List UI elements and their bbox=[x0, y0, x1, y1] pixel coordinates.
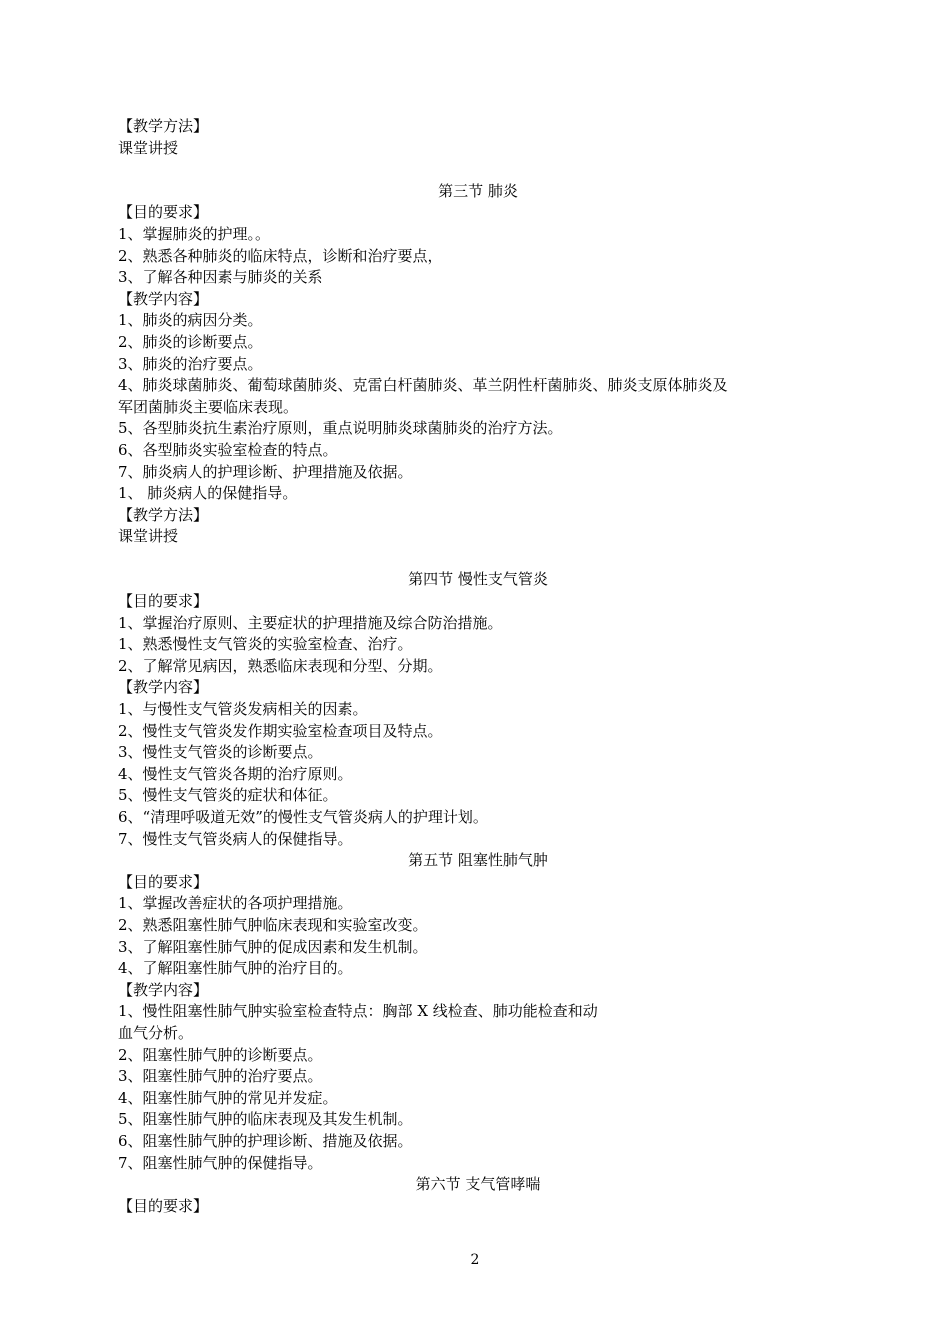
page-number: 2 bbox=[470, 1252, 480, 1268]
text-line: 2、熟悉阻塞性肺气肿临床表现和实验室改变。 bbox=[118, 915, 428, 934]
text-line: 4、慢性支气管炎各期的治疗原则。 bbox=[118, 764, 353, 783]
text-line: 4、了解阻塞性肺气肿的治疗目的。 bbox=[118, 959, 353, 978]
text-line: 5、阻塞性肺气肿的临床表现及其发生机制。 bbox=[118, 1110, 413, 1129]
text-line: 1、掌握治疗原则、主要症状的护理措施及综合防治措施。 bbox=[118, 613, 503, 632]
text-line: 5、各型肺炎抗生素治疗原则，重点说明肺炎球菌肺炎的治疗方法。 bbox=[118, 419, 563, 438]
text-line: 6、“清理呼吸道无效”的慢性支气管炎病人的护理计划。 bbox=[118, 808, 488, 826]
text-line: 4、阻塞性肺气肿的常见并发症。 bbox=[118, 1088, 338, 1107]
text-line: 1、肺炎的病因分类。 bbox=[118, 311, 263, 330]
text-line: 【目的要求】 bbox=[118, 203, 209, 222]
text-line: 【目的要求】 bbox=[118, 1196, 209, 1215]
text-line: 【教学方法】 bbox=[118, 505, 209, 524]
text-line: 3、阻塞性肺气肿的治疗要点。 bbox=[118, 1067, 323, 1086]
text-line: 课堂讲授 bbox=[118, 138, 179, 157]
text-line: 5、慢性支气管炎的症状和体征。 bbox=[118, 786, 338, 805]
text-line: 【教学方法】 bbox=[118, 117, 209, 135]
text-line: 1、慢性阻塞性肺气肿实验室检查特点：胸部 X 线检查、肺功能检查和动 bbox=[118, 1002, 598, 1021]
text-line: 3、了解阻塞性肺气肿的促成因素和发生机制。 bbox=[118, 937, 428, 956]
text-line: 【教学内容】 bbox=[118, 289, 209, 308]
text-line: 6、阻塞性肺气肿的护理诊断、措施及依据。 bbox=[118, 1131, 413, 1150]
text-line: 7、慢性支气管炎病人的保健指导。 bbox=[118, 829, 353, 848]
section-heading: 第四节 慢性支气管炎 bbox=[408, 570, 548, 589]
text-line: 1、 肺炎病人的保健指导。 bbox=[118, 484, 298, 503]
text-line: 2、慢性支气管炎发作期实验室检查项目及特点。 bbox=[118, 721, 443, 740]
text-line: 2、了解常见病因，熟悉临床表现和分型、分期。 bbox=[118, 656, 443, 675]
text-line: 4、肺炎球菌肺炎、葡萄球菌肺炎、克雷白杆菌肺炎、革兰阴性杆菌肺炎、肺炎支原体肺炎及 bbox=[118, 376, 728, 395]
text-line: 3、肺炎的治疗要点。 bbox=[118, 354, 263, 373]
section-heading: 第三节 肺炎 bbox=[438, 181, 518, 200]
text-line: 2、肺炎的诊断要点。 bbox=[118, 332, 263, 351]
text-line: 课堂讲授 bbox=[118, 527, 179, 546]
text-line: 2、阻塞性肺气肿的诊断要点。 bbox=[118, 1045, 323, 1064]
text-line: 血气分析。 bbox=[118, 1023, 194, 1042]
text-line: 7、肺炎病人的护理诊断、护理措施及依据。 bbox=[118, 462, 413, 481]
document-body bbox=[118, 116, 838, 1217]
text-line: 【教学内容】 bbox=[118, 980, 209, 999]
text-line: 2、熟悉各种肺炎的临床特点，诊断和治疗要点， bbox=[118, 246, 443, 265]
text-line: 【目的要求】 bbox=[118, 592, 209, 611]
text-line: 6、各型肺炎实验室检查的特点。 bbox=[118, 440, 338, 459]
blank-line bbox=[118, 548, 838, 570]
text-line: 3、了解各种因素与肺炎的关系 bbox=[118, 268, 323, 287]
text-line: 7、阻塞性肺气肿的保健指导。 bbox=[118, 1153, 323, 1172]
text-line: 军团菌肺炎主要临床表现。 bbox=[118, 397, 299, 416]
section-heading: 第六节 支气管哮喘 bbox=[415, 1175, 541, 1194]
text-line: 3、慢性支气管炎的诊断要点。 bbox=[118, 743, 323, 762]
text-line: 1、熟悉慢性支气管炎的实验室检查、治疗。 bbox=[118, 635, 413, 654]
blank-line bbox=[118, 159, 838, 181]
section-heading: 第五节 阻塞性肺气肿 bbox=[408, 851, 548, 870]
text-line: 1、掌握改善症状的各项护理措施。 bbox=[118, 894, 353, 913]
text-line: 【教学内容】 bbox=[118, 678, 209, 697]
text-line: 1、掌握肺炎的护理。。 bbox=[118, 224, 271, 243]
text-line: 1、与慢性支气管炎发病相关的因素。 bbox=[118, 700, 368, 719]
text-line: 【目的要求】 bbox=[118, 872, 209, 891]
